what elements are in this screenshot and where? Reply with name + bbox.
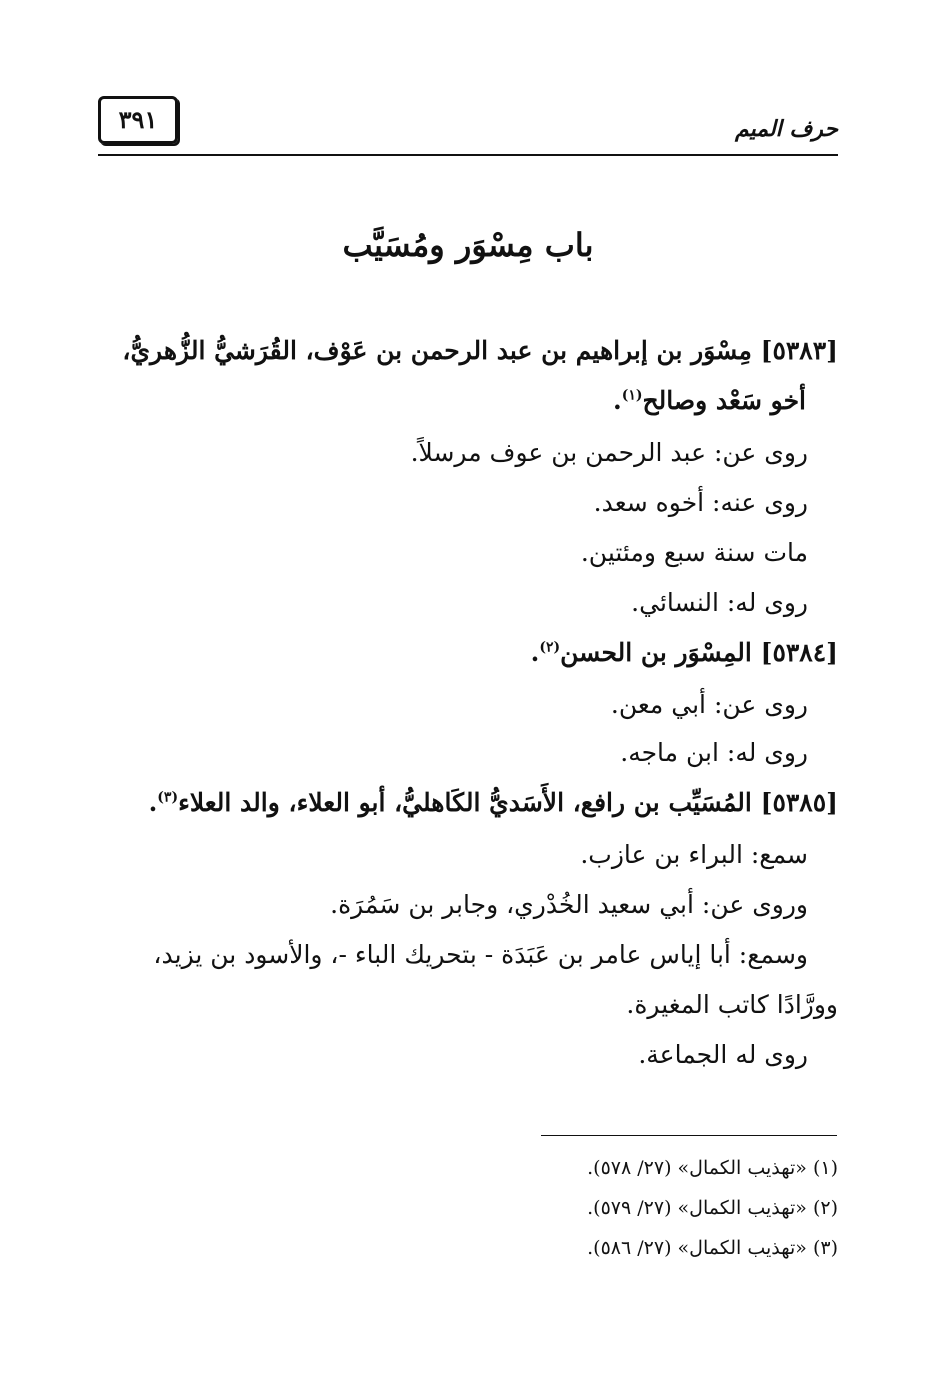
chapter-title: باب مِسْوَر ومُسَيَّب [342,226,594,264]
footnote: (٣) «تهذيب الكمال» (٢٧/ ٥٨٦). [587,1237,838,1259]
entry-name: المُسَيِّب بن رافع، الأَسَديُّ الكَاهليُّ، أبو العلاء، والد العلاء [178,788,752,817]
footnote: (١) «تهذيب الكمال» (٢٧/ ٥٧٨). [587,1157,838,1179]
entry-number: [٥٣٨٥] [760,788,838,817]
running-head: حرف الميم [734,116,838,142]
entry-number: [٥٣٨٤] [760,638,838,667]
entry-heading [122,331,838,371]
footnote: (٢) «تهذيب الكمال» (٢٧/ ٥٧٩). [587,1197,838,1219]
entry-line: روى له: النسائي. [631,588,808,617]
entry-line: روى عنه: أخوه سعد. [593,488,808,517]
entry-line: روى له: ابن ماجه. [620,738,808,767]
entry-heading: [٥٣٨٤] المِسْوَر بن الحسن$^{(٢)}$. [530,638,838,667]
entry-name: أخو سَعْد وصالح [642,386,806,415]
footnote-ref: (٢) [539,639,561,656]
entry-heading-continuation: أخو سَعْد وصالح$^{(١)}$. [612,386,806,415]
entry-line: وسمع: أبا إياس عامر بن عَبَدَة - بتحريك الباء -، والأسود بن يزيد، [153,940,808,969]
entry-line: وورَّادًا كاتب المغيرة. [626,990,838,1019]
page-number: ٣٩١ [118,105,158,134]
entry-line: روى له الجماعة. [638,1040,808,1069]
entry-line: روى عن: أبي معن. [610,690,808,719]
entry-line: روى عن: عبد الرحمن بن عوف مرسلاً. [410,438,808,467]
page-number-box [98,96,178,144]
entry-line: مات سنة سبع ومئتين. [580,538,808,567]
entry-heading: [٥٣٨٥] المُسَيِّب بن رافع، الأَسَديُّ الكَاهليُّ، أبو العلاء، والد العلاء$^{(٣)}$. [148,788,838,817]
page-header [98,92,838,156]
entry-name: مِسْوَر بن إبراهيم بن عبد الرحمن بن عَوْف، القُرَشيُّ الزُّهريُّ، [122,336,752,365]
entry-number: [٥٣٨٣] [760,336,838,365]
entry-name: المِسْوَر بن الحسن [560,638,752,667]
entry-line: سمع: البراء بن عازب. [580,840,808,869]
entry-line: وروى عن: أبي سعيد الخُدْري، وجابر بن سَمُرَة. [330,890,808,919]
footnote-ref: (١) [621,387,643,404]
footnote-ref: (٣) [157,789,179,806]
footnote-rule [541,1135,837,1136]
